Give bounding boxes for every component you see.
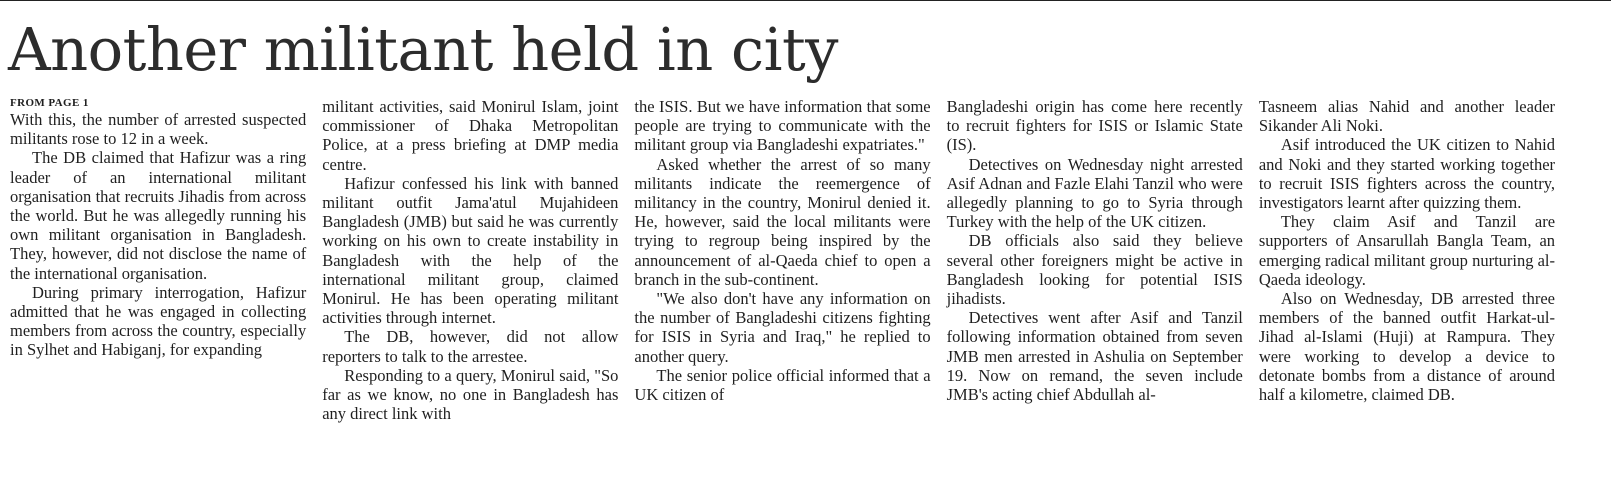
article-paragraph: With this, the number of arrested suspected militants rose to 12 in a week. bbox=[10, 110, 307, 149]
article-paragraph: Asif introduced the UK citizen to Nahid and Noki and they started working together to recruit ISIS fighters across the country, investigators learnt after quizzing them. bbox=[1258, 135, 1556, 213]
article-paragraph: DB officials also said they believe several other foreigners might be active in Bangladesh looking for potential ISIS jihadists. bbox=[946, 231, 1243, 309]
article-paragraph: During primary interrogation, Hafizur admitted that he was engaged in collecting members from across the country, especially in Sylhet and Habiganj, for expanding bbox=[10, 282, 307, 360]
article-column-4 bbox=[947, 97, 1243, 488]
article-column-5 bbox=[1259, 97, 1555, 488]
article-paragraph: Also on Wednesday, DB arrested three members of the banned outfit Harkat-ul-Jihad al-Islami (Huji) at Rampura. They were working to develop a device to detonate bombs from a distance of around half a kilometre, claimed DB. bbox=[1258, 289, 1556, 405]
article-paragraph: The DB, however, did not allow reporters to talk to the arrestee. bbox=[322, 327, 619, 366]
article-paragraph: Responding to a query, Monirul said, "So far as we know, no one in Bangladesh has any direct link with bbox=[322, 365, 619, 424]
article-paragraph: The DB claimed that Hafizur was a ring leader of an international militant organisation that recruits Jihadis from across the world. But he was allegedly running his own militant organisation in Bangladesh. They, however, did not disclose the name of the international organisation. bbox=[10, 148, 307, 283]
article-paragraph: The senior police official informed that a UK citizen of bbox=[634, 365, 931, 405]
article-paragraph: Bangladeshi origin has come here recently to recruit fighters for ISIS or Islamic State (IS). bbox=[946, 97, 1243, 155]
article-body bbox=[10, 97, 1555, 488]
article-paragraph: the ISIS. But we have information that some people are trying to communicate with the militant group via Bangladeshi expatriates." bbox=[634, 97, 931, 155]
article-column-3 bbox=[634, 97, 930, 488]
article-column-1 bbox=[10, 97, 306, 488]
article-paragraph: Hafizur confessed his link with banned militant outfit Jama'atul Mujahideen Bangladesh (JMB) but said he was currently working on his own to create instability in Bangladesh with the help of the international militant group, claimed Monirul. He has been operating militant activities through internet. bbox=[322, 173, 619, 328]
article-headline: Another militant held in city bbox=[8, 15, 838, 84]
article-paragraph: Detectives went after Asif and Tanzil following information obtained from seven JMB men arrested in Ashulia on September 19. Now on remand, the seven include JMB's acting chief Abdullah al- bbox=[946, 308, 1243, 405]
continued-from-label: FROM PAGE 1 bbox=[10, 97, 89, 109]
article-paragraph: "We also don't have any information on the number of Bangladeshi citizens fighting for ISIS in Syria and Iraq," he replied to another query. bbox=[634, 289, 931, 366]
article-paragraph: Tasneem alias Nahid and another leader Sikander Ali Noki. bbox=[1258, 97, 1556, 136]
article-column-2 bbox=[322, 97, 618, 488]
article-paragraph: They claim Asif and Tanzil are supporters of Ansarullah Bangla Team, an emerging radical militant group nurturing al-Qaeda ideology. bbox=[1258, 212, 1556, 289]
article-paragraph: militant activities, said Monirul Islam, joint commissioner of Dhaka Metropolitan Police, at a press briefing at DMP media centre. bbox=[322, 97, 619, 174]
article-paragraph: Asked whether the arrest of so many militants indicate the reemergence of militancy in the country, Monirul denied it. He, however, said the local militants were trying to regroup being inspired by the announcement of al-Qaeda chief to open a branch in the sub-continent. bbox=[634, 154, 931, 289]
article-paragraph: Detectives on Wednesday night arrested Asif Adnan and Fazle Elahi Tanzil who were allegedly planning to go to Syria through Turkey with the help of the UK citizen. bbox=[946, 154, 1243, 232]
